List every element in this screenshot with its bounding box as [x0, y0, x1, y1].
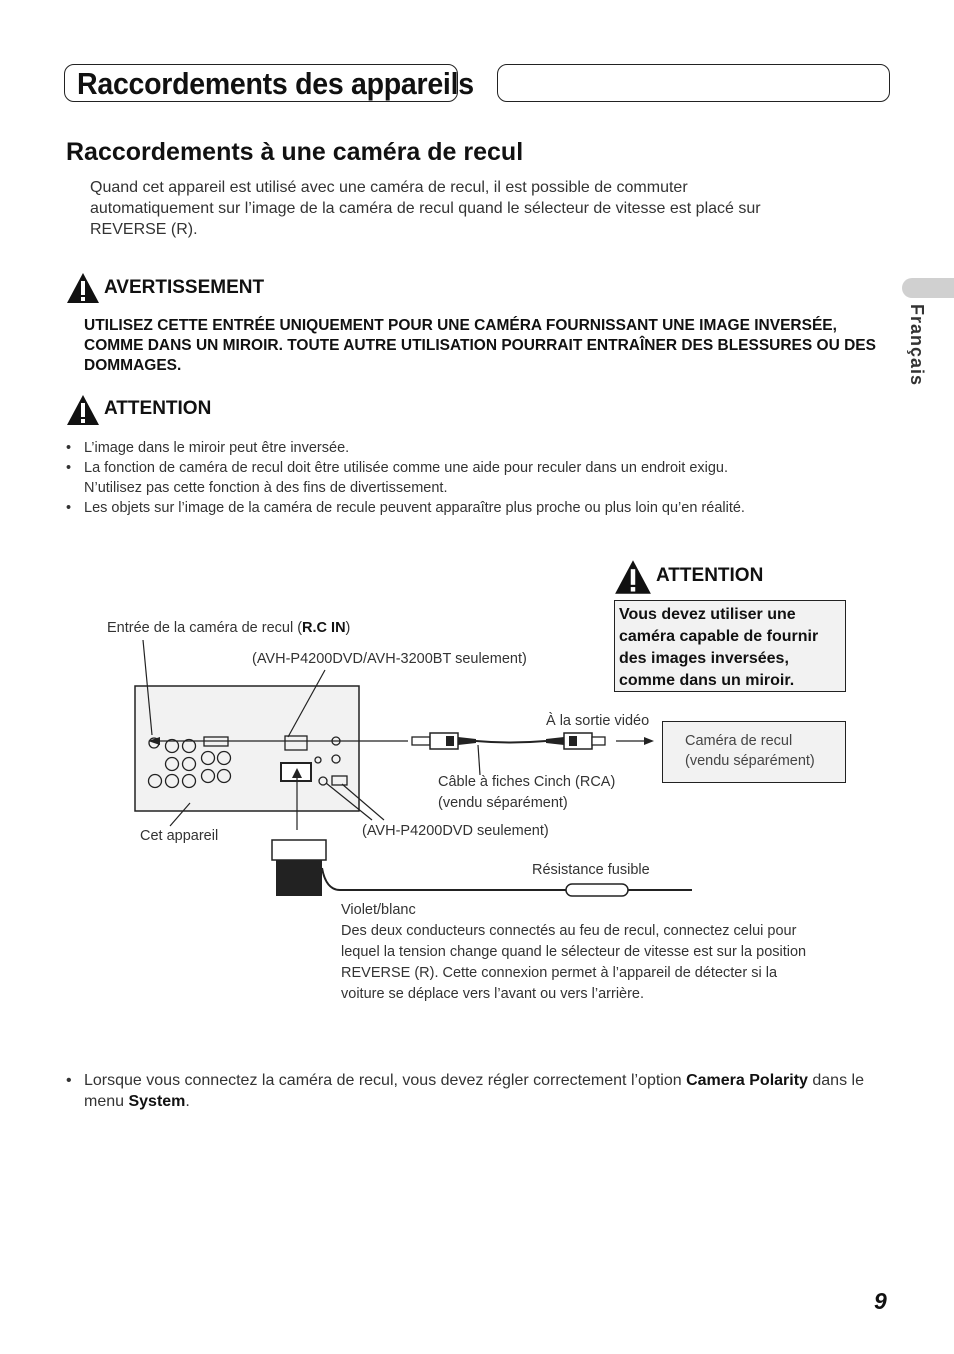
this-unit-label: Cet appareil — [140, 828, 219, 844]
language-tab — [902, 278, 954, 298]
video-out-label: À la sortie vidéo — [546, 713, 650, 729]
cable-label: Câble à fiches Cinch (RCA) — [438, 774, 616, 790]
cable-sold-separately: (vendu séparément) — [438, 795, 568, 811]
attention-item: • L’image dans le miroir peut être inversée. — [66, 438, 766, 458]
rc-in-label: Entrée de la caméra de recul (R.C IN) — [107, 620, 351, 636]
attention-heading: ATTENTION — [104, 398, 212, 419]
attention-item: • Les objets sur l’image de la caméra de recule peuvent apparaître plus proche ou plus loin qu’en réalité. — [66, 498, 766, 518]
head-unit-body — [135, 686, 359, 811]
wire-note: Des deux conducteurs connectés au feu de recul, connectez celui pour lequel la tension change quand le sélecteur de vitesse est sur la position REVERSE (R). Cette connexion permet à l’appareil de détecter si la voiture se déplace vers l’avant ou vers l’arrière. — [341, 923, 807, 1002]
camera-label: Caméra de recul — [685, 733, 793, 749]
section-title: Raccordements à une caméra de recul — [66, 138, 524, 166]
fuse-resistor — [566, 884, 628, 896]
p4200-only-label: (AVH-P4200DVD seulement) — [362, 823, 549, 839]
intro-paragraph: Quand cet appareil est utilisé avec une caméra de recul, il est possible de commuter automatiquement sur l’image de la caméra de recul quand le sélecteur de vitesse est placé sur REVERSE (R). — [90, 179, 761, 238]
diagram-attention-box: Vous devez utiliser une caméra capable de fournir des images inversées, comme dans un miroir. — [614, 600, 846, 692]
camera-sold-separately: (vendu séparément) — [685, 753, 815, 769]
warning-heading: AVERTISSEMENT — [104, 277, 265, 298]
diagram-attention-heading: ATTENTION — [656, 565, 764, 586]
wire-color-label: Violet/blanc — [341, 902, 416, 918]
warning-text: UTILISEZ CETTE ENTRÉE UNIQUEMENT POUR UNE CAMÉRA FOURNISSANT UNE IMAGE INVERSÉE, COMME DANS UN MIROIR. TOUTE AUTRE UTILISATION POURRAIT ENTRAÎNER DES BLESSURES OU DES DOMMAGES. — [84, 317, 876, 374]
language-label: Français — [907, 304, 927, 387]
footer-note-item: • Lorsque vous connectez la caméra de recul, vous devez régler correctement l’option Camera Polarity dans le menu System. — [66, 1070, 886, 1112]
models-note-label: (AVH-P4200DVD/AVH-3200BT seulement) — [252, 651, 527, 667]
page-number: 9 — [874, 1288, 887, 1314]
footer-note — [66, 1070, 886, 1112]
attention-item: • La fonction de caméra de recul doit être utilisée comme une aide pour reculer dans un endroit exigu. N’utilisez pas cette fonction à des fins de divertissement. — [66, 458, 766, 498]
page-title: Raccordements des appareils — [77, 66, 474, 101]
fuse-label: Résistance fusible — [532, 862, 650, 878]
